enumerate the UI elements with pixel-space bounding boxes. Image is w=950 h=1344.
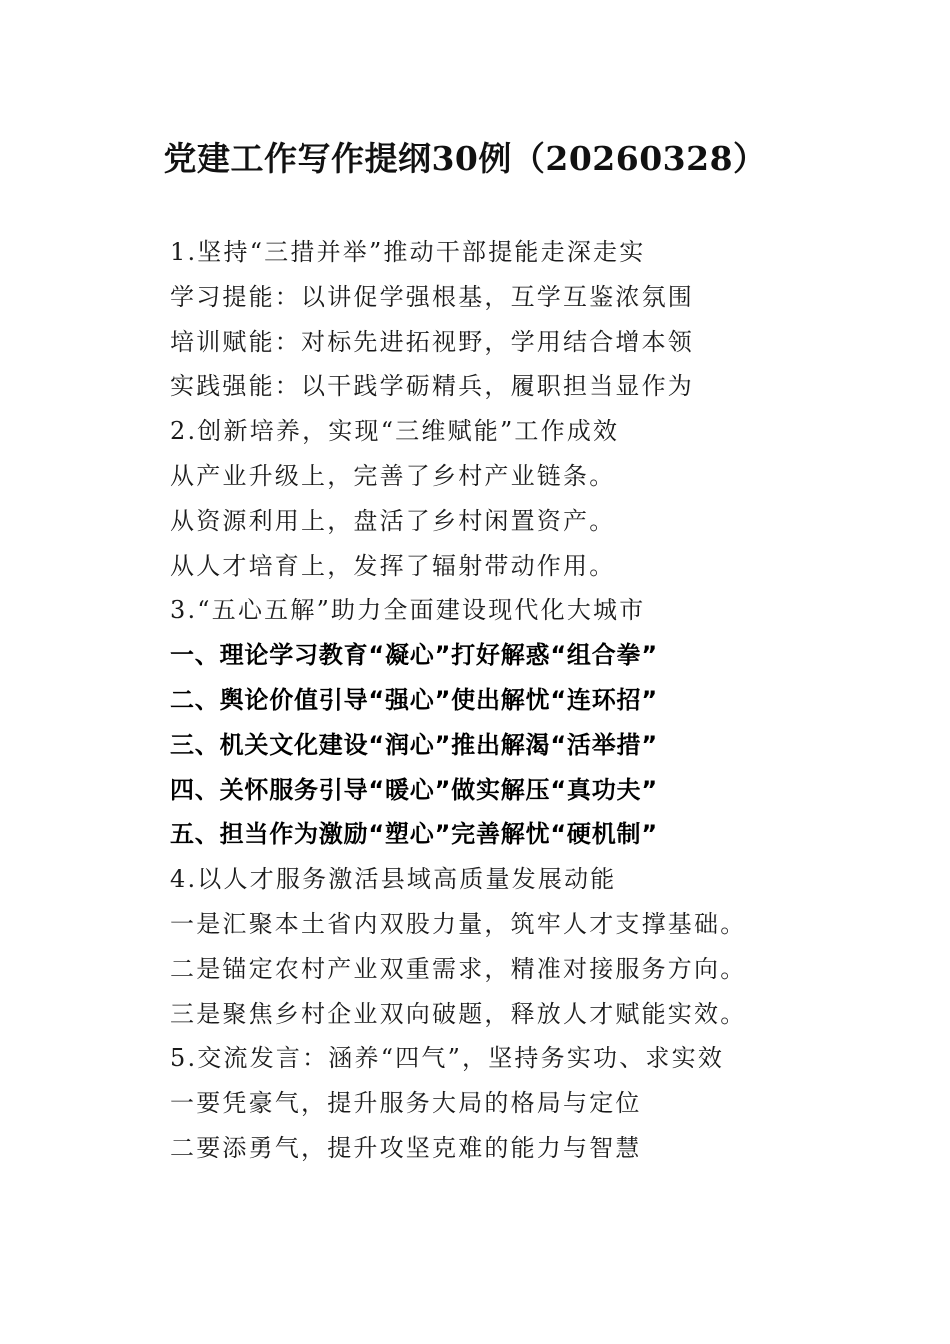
text-line: 4.以人才服务激活县域高质量发展动能 — [170, 865, 617, 894]
text-line: 五、担当作为激励“塑心”完善解忧“硬机制” — [170, 820, 658, 849]
text-line: 三是聚焦乡村企业双向破题，释放人才赋能实效。 — [170, 999, 747, 1028]
text-line: 四、关怀服务引导“暖心”做实解压“真功夫” — [170, 775, 658, 804]
text-line: 从人才培育上，发挥了辐射带动作用。 — [170, 551, 616, 580]
text-line: 一是汇聚本土省内双股力量，筑牢人才支撑基础。 — [170, 909, 747, 938]
text-line: 从产业升级上，完善了乡村产业链条。 — [170, 461, 616, 490]
text-line: 二、舆论价值引导“强心”使出解忧“连环招” — [170, 685, 658, 714]
text-line: 实践强能：以干践学砺精兵，履职担当显作为 — [170, 372, 694, 401]
text-line: 一、理论学习教育“凝心”打好解惑“组合拳” — [170, 641, 658, 670]
text-line: 二是锚定农村产业双重需求，精准对接服务方向。 — [170, 954, 747, 983]
text-line: 培训赋能：对标先进拓视野，学用结合增本领 — [170, 327, 694, 356]
text-line: 三、机关文化建设“润心”推出解渴“活举措” — [170, 730, 658, 759]
text-line: 从资源利用上，盘活了乡村闲置资产。 — [170, 506, 616, 535]
text-line: 2.创新培养，实现“三维赋能”工作成效 — [170, 417, 620, 446]
document-title: 党建工作写作提纲30例（20260328） — [163, 139, 767, 178]
text-line: 3.“五心五解”助力全面建设现代化大城市 — [170, 596, 646, 625]
text-line: 5.交流发言：涵养“四气”，坚持务实功、求实效 — [170, 1044, 725, 1073]
text-line: 1.坚持“三措并举”推动干部提能走深走实 — [170, 238, 646, 266]
text-line: 一要凭豪气，提升服务大局的格局与定位 — [170, 1089, 642, 1118]
text-line: 二要添勇气，提升攻坚克难的能力与智慧 — [170, 1133, 642, 1162]
text-line: 学习提能：以讲促学强根基，互学互鉴浓氛围 — [170, 282, 694, 311]
document-body — [170, 230, 890, 1171]
